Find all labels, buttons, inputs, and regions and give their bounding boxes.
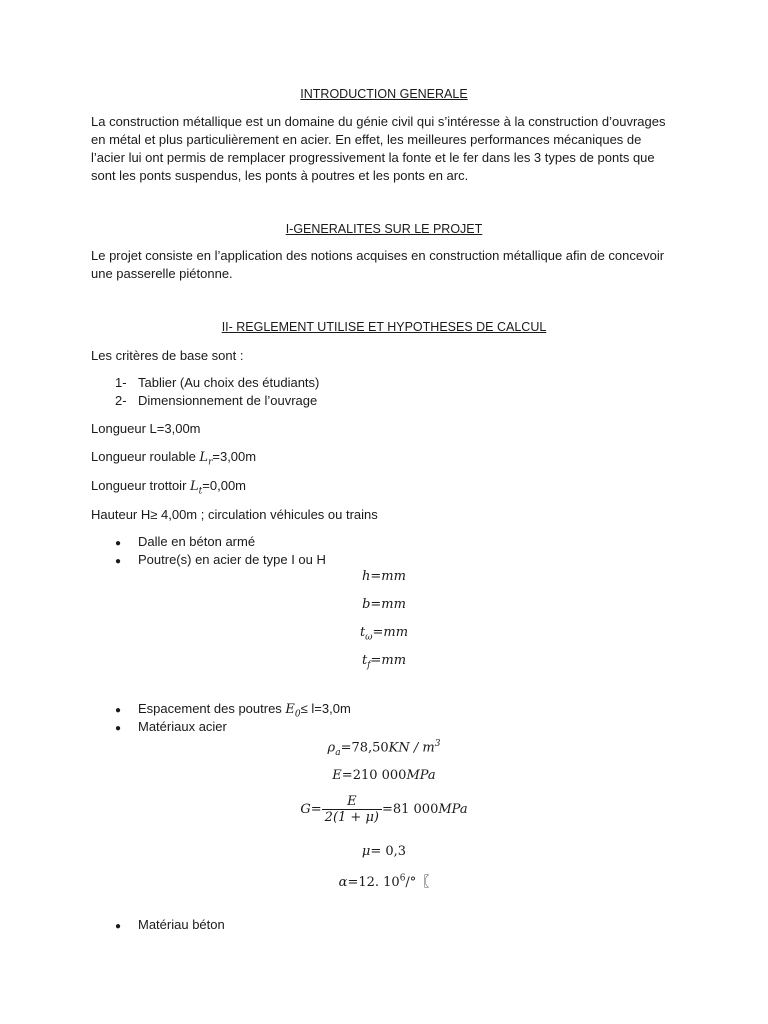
- espacement-value: ≤ l=3,0m: [300, 701, 351, 716]
- longueur-line: Longueur L=3,00m: [91, 421, 201, 436]
- alpha-trailing-glyph: 〖: [416, 875, 430, 890]
- bullet-icon: ●: [115, 921, 122, 932]
- roulable-subscript: r: [208, 457, 213, 468]
- bullet-text: Dalle en béton armé: [138, 534, 256, 549]
- bullet-item: [115, 701, 351, 720]
- criteria-text: Tablier (Au choix des étudiants): [138, 375, 320, 390]
- criteria-text: Dimensionnement de l’ouvrage: [138, 393, 318, 408]
- e-symbol: E: [332, 768, 342, 783]
- bullet-icon: ●: [115, 705, 122, 716]
- intro-line: La construction métallique est un domaine du génie civil qui s’intéresse à la construction d’ouvrages: [91, 114, 666, 129]
- bullet-item: [115, 534, 255, 549]
- roulable-value: =3,00m: [212, 449, 257, 464]
- espacement-label: Espacement des poutres: [138, 701, 286, 716]
- bullet-item: [115, 719, 227, 734]
- bullet-text: Poutre(s) en acier de type I ou H: [138, 552, 326, 567]
- trottoir-subscript: t: [198, 486, 203, 497]
- bullet-text: Matériau béton: [138, 917, 225, 932]
- intro-line: l’acier lui ont permis de remplacer progressivement la fonte et le fer dans les 3 types de ponts que: [91, 150, 655, 165]
- g-denominator: 2(1 + μ): [324, 810, 379, 825]
- dim-value: =mm: [370, 653, 407, 668]
- e-unit: MPa: [406, 768, 436, 783]
- trottoir-symbol: L: [190, 479, 199, 494]
- dim-symbol: t: [359, 625, 366, 640]
- dim-b: [0, 597, 768, 612]
- g-value: =81 000: [381, 802, 439, 817]
- g-fraction: [322, 794, 382, 825]
- dim-tw: [0, 625, 768, 643]
- dim-value: =mm: [372, 625, 409, 640]
- roulable-line: [91, 449, 256, 468]
- espacement-symbol: E: [285, 702, 295, 717]
- dim-subscript: f: [367, 660, 371, 671]
- dim-value: =mm: [370, 569, 406, 584]
- intro-title: INTRODUCTION GENERALE: [300, 87, 468, 101]
- espacement-subscript: 0: [294, 709, 301, 720]
- dim-symbol: h: [362, 569, 371, 584]
- criteria-number: 1-: [115, 375, 127, 390]
- rho-subscript: a: [335, 747, 341, 758]
- section1-paragraph: [91, 247, 681, 283]
- bullet-text: Matériaux acier: [138, 719, 227, 734]
- bullet-icon: ●: [115, 556, 122, 567]
- criteria-item: [115, 375, 319, 390]
- roulable-label: Longueur roulable: [91, 449, 200, 464]
- trottoir-value: =0,00m: [202, 478, 247, 493]
- g-formula: [0, 794, 768, 825]
- e-formula: [0, 768, 768, 783]
- mu-formula: [0, 844, 768, 859]
- section1-line: une passerelle piétonne.: [91, 266, 233, 281]
- trottoir-line: [91, 478, 246, 497]
- bullet-item: [115, 917, 225, 932]
- bullet-item: [115, 552, 326, 567]
- mu-symbol: μ: [361, 844, 371, 859]
- dim-subscript: ω: [365, 632, 373, 643]
- rho-unit: KN / m: [388, 740, 435, 756]
- hauteur-line: Hauteur H≥ 4,00m ; circulation véhicules ou trains: [91, 507, 378, 522]
- g-lhs: G=: [300, 802, 322, 817]
- dim-symbol: b: [362, 597, 371, 612]
- alpha-unit: /°: [405, 875, 417, 890]
- e-value: =210 000: [341, 768, 407, 783]
- rho-symbol: ρ: [327, 740, 336, 756]
- intro-paragraph: [91, 113, 681, 185]
- dim-h: [0, 569, 768, 584]
- trottoir-label: Longueur trottoir: [91, 478, 191, 493]
- dim-tf: [0, 653, 768, 671]
- alpha-formula: [0, 871, 768, 890]
- section2-title: II- REGLEMENT UTILISE ET HYPOTHESES DE CALCUL: [221, 320, 547, 334]
- mu-value: = 0,3: [370, 844, 407, 859]
- alpha-exponent: 6: [399, 873, 406, 884]
- criteria-number: 2-: [115, 393, 127, 408]
- g-unit: MPa: [438, 802, 468, 817]
- criteria-intro: Les critères de base sont :: [91, 348, 244, 363]
- rho-exponent: 3: [434, 739, 441, 749]
- dim-value: =mm: [370, 597, 406, 612]
- roulable-symbol: L: [199, 450, 209, 465]
- dim-symbol: t: [361, 653, 368, 668]
- intro-line: en métal et plus particulièrement en acier. En effet, les meilleures performances mécaniques de: [91, 132, 642, 147]
- intro-line: sont les ponts suspendus, les ponts à poutres et les ponts en arc.: [91, 168, 469, 183]
- section1-line: Le projet consiste en l’application des notions acquises en construction métallique afin de concevoir: [91, 248, 665, 263]
- rho-value: =78,50: [340, 740, 389, 756]
- bullet-icon: ●: [115, 538, 122, 549]
- alpha-symbol: α: [338, 875, 348, 890]
- g-numerator: E: [322, 794, 382, 810]
- bullet-icon: ●: [115, 723, 122, 734]
- alpha-value: =12. 10: [347, 875, 400, 890]
- rho-formula: [0, 739, 768, 758]
- criteria-item: [115, 393, 317, 408]
- section1-title: I-GENERALITES SUR LE PROJET: [285, 222, 483, 236]
